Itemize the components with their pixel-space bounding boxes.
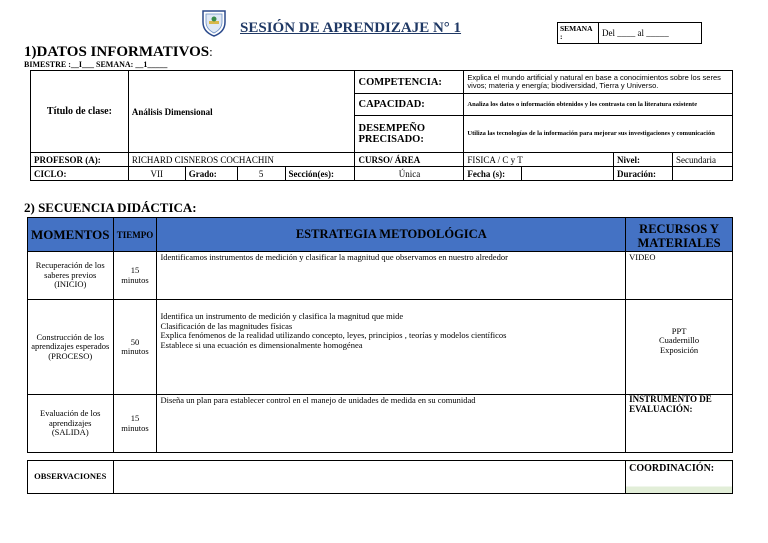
profesor-label: PROFESOR (A): bbox=[31, 153, 129, 167]
grado-label: Grado: bbox=[185, 167, 237, 181]
semana-label: SEMANA : bbox=[558, 23, 599, 44]
secuencia-table bbox=[27, 217, 733, 494]
nivel-label: Nivel: bbox=[614, 153, 673, 167]
tiempo-proceso: 50 minutos bbox=[113, 300, 157, 395]
competencia-value: Explica el mundo artificial y natural en base a conocimientos sobre los seres vivos; materia y energía; biodiversidad, Tierra y Universo. bbox=[464, 71, 733, 94]
fecha-label: Fecha (s): bbox=[464, 167, 522, 181]
duracion-label: Duración: bbox=[614, 167, 673, 181]
curso-value: FISICA / C y T bbox=[464, 153, 614, 167]
competencia-label: COMPETENCIA: bbox=[355, 71, 464, 94]
estrategia-line: Clasificación de las magnitudes físicas bbox=[160, 320, 293, 331]
duracion-value bbox=[673, 167, 733, 181]
estrategia-line: Identifica un instrumento de medición y clasifica la magnitud que mide bbox=[160, 311, 404, 321]
instrumento-evaluacion-label: INSTRUMENTO DE EVALUACIÓN: bbox=[626, 395, 733, 453]
capacidad-value: Analiza los datos o información obtenidos y los contrasta con la literatura existente bbox=[464, 94, 733, 116]
recurso-item: Exposición bbox=[659, 344, 699, 355]
page-title: SESIÓN DE APRENDIZAJE N° 1 bbox=[240, 20, 462, 36]
table-row bbox=[28, 252, 733, 300]
seccion-value: Única bbox=[355, 167, 464, 181]
school-shield-icon bbox=[200, 8, 228, 38]
coordinacion-label: COORDINACIÓN: bbox=[626, 461, 733, 494]
ciclo-label: CICLO: bbox=[31, 167, 129, 181]
desempeno-value: Utiliza las tecnologías de la información para mejorar sus investigaciones y comunicación bbox=[464, 116, 733, 153]
estrategia-line: Establece si una ecuación es dimensionalmente homogénea bbox=[160, 339, 363, 350]
ciclo-value: VII bbox=[128, 167, 185, 181]
header-recursos: RECURSOS Y MATERIALES bbox=[626, 218, 733, 252]
titulo-value: Análisis Dimensional bbox=[128, 71, 355, 153]
tiempo-salida: 15 minutos bbox=[113, 395, 157, 453]
estrategia-line: Explica fenómenos de la realidad utilizando concepto, leyes, principios , teorías y modelos científicos bbox=[160, 330, 507, 340]
momento-proceso: Construcción de los aprendizajes esperados (PROCESO) bbox=[28, 300, 114, 395]
capacidad-label: CAPACIDAD: bbox=[355, 94, 464, 116]
header-tiempo: TIEMPO bbox=[113, 218, 157, 252]
desempeno-label: DESEMPEÑO PRECISADO: bbox=[355, 116, 464, 153]
tiempo-inicio: 15 minutos bbox=[113, 252, 157, 300]
table-row bbox=[28, 300, 733, 395]
semana-box bbox=[557, 22, 702, 44]
recurso-item: Cuadernillo bbox=[658, 335, 700, 346]
table-row bbox=[28, 395, 733, 453]
info-table bbox=[30, 70, 733, 181]
curso-label: CURSO/ ÁREA bbox=[355, 153, 464, 167]
section-1-heading: 1)DATOS INFORMATIVOS bbox=[24, 44, 210, 60]
recursos-proceso bbox=[626, 300, 733, 395]
seccion-label: Sección(es): bbox=[285, 167, 355, 181]
recursos-inicio: VIDEO bbox=[626, 252, 733, 300]
profesor-value: RICHARD CISNEROS COCHACHIN bbox=[128, 153, 355, 167]
estrategia-proceso bbox=[157, 300, 626, 395]
momento-salida: Evaluación de los aprendizajes (SALIDA) bbox=[28, 395, 114, 453]
fecha-value bbox=[522, 167, 614, 181]
section-1-title bbox=[24, 43, 213, 61]
bimestre-line: BIMESTRE :__I___ SEMANA: __1_____ bbox=[24, 60, 168, 69]
header-estrategia: ESTRATEGIA METODOLÓGICA bbox=[157, 218, 626, 252]
observaciones-value bbox=[113, 461, 626, 494]
nivel-value: Secundaria bbox=[673, 153, 733, 167]
section-2-title: 2) SECUENCIA DIDÁCTICA: bbox=[24, 200, 197, 215]
estrategia-salida: Diseña un plan para establecer control en el manejo de unidades de medida en su comunidad bbox=[157, 395, 626, 453]
estrategia-inicio: Identificamos instrumentos de medición y clasificar la magnitud que observamos en nuestro alrededor bbox=[157, 252, 626, 300]
momento-inicio: Recuperación de los saberes previos (INICIO) bbox=[28, 252, 114, 300]
observaciones-label: OBSERVACIONES bbox=[28, 461, 114, 494]
grado-value: 5 bbox=[237, 167, 285, 181]
header-momentos: MOMENTOS bbox=[28, 218, 114, 252]
semana-range: Del ____ al _____ bbox=[599, 23, 702, 44]
section-1-colon: : bbox=[209, 44, 213, 59]
titulo-label: Título de clase: bbox=[31, 71, 129, 153]
recurso-item: PPT bbox=[671, 325, 687, 336]
spacer-row bbox=[28, 453, 733, 461]
